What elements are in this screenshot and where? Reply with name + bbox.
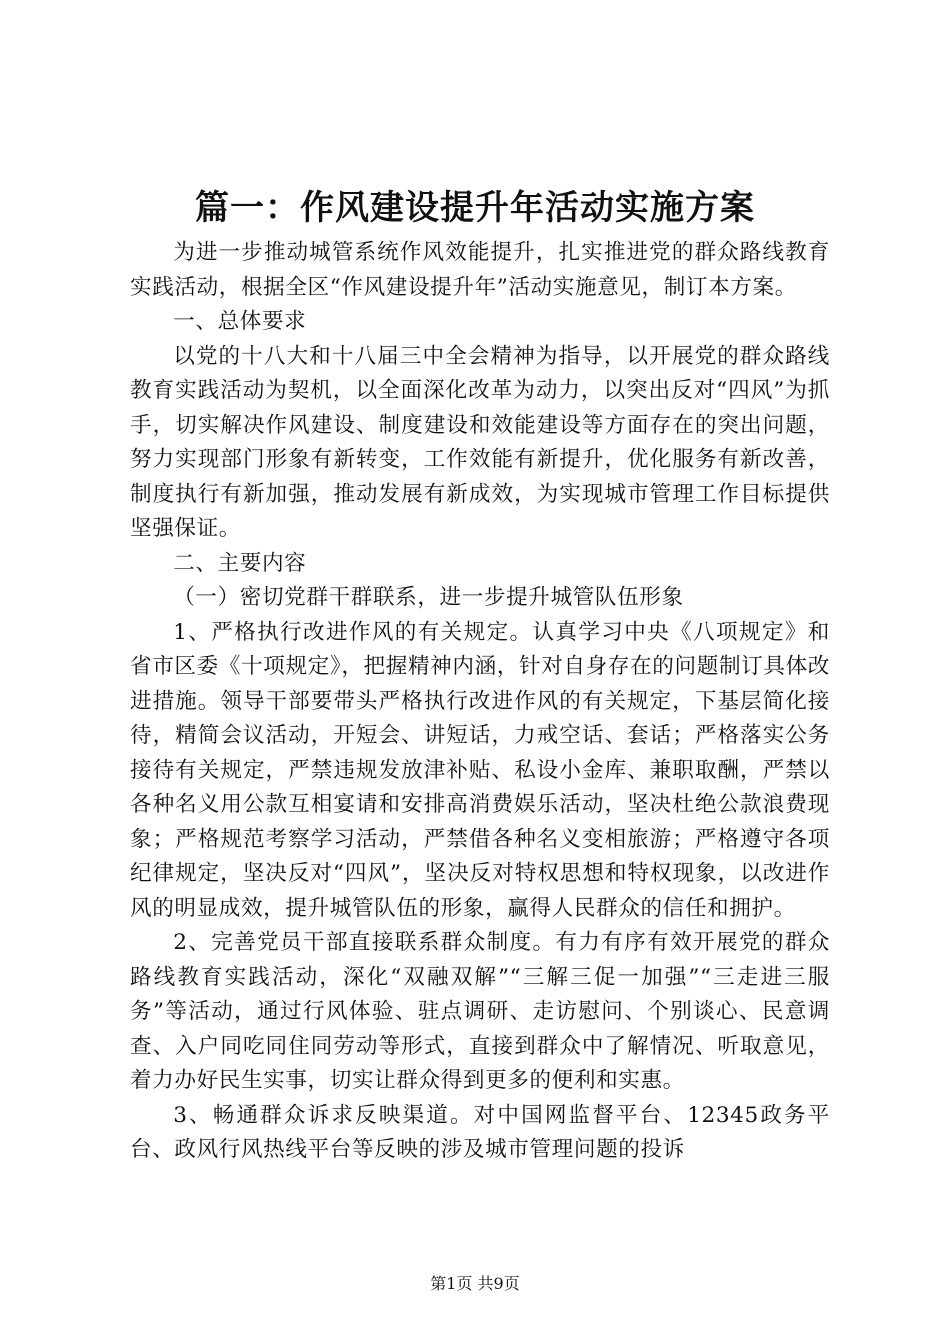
intro-paragraph: 为进一步推动城管系统作风效能提升，扎实推进党的群众路线教育实践活动，根据全区“作风建设提升年”活动实施意见，制订本方案。	[130, 240, 830, 300]
document-title: 篇一：作风建设提升年活动实施方案	[195, 188, 755, 228]
item-3-paragraph: 3、畅通群众诉求反映渠道。对中国网监督平台、12345政务平台、政风行风热线平台等反映的涉及城市管理问题的投诉	[130, 1102, 830, 1162]
section-heading-general-requirements: 一、总体要求	[173, 309, 307, 334]
item-2-paragraph: 2、完善党员干部直接联系群众制度。有力有序有效开展党的群众路线教育实践活动，深化“双融双解”“三解三促一加强”“三走进三服务”等活动，通过行风体验、驻点调研、走访慰问、个别谈心、民意调查、入户同吃同住同劳动等形式，直接到群众中了解情况、听取意见，着力办好民生实事，切实让群众得到更多的便利和实惠。	[130, 930, 830, 1093]
general-requirements-paragraph: 以党的十八大和十八届三中全会精神为指导，以开展党的群众路线教育实践活动为契机，以全面深化改革为动力，以突出反对“四风”为抓手，切实解决作风建设、制度建设和效能建设等方面存在的突出问题，努力实现部门形象有新转变，工作效能有新提升，优化服务有新改善，制度执行有新加强，推动发展有新成效，为实现城市管理工作目标提供坚强保证。	[130, 343, 830, 541]
document-body	[130, 236, 830, 1168]
page-number-footer: 第1页 共9页	[430, 1274, 520, 1293]
item-1-paragraph: 1、严格执行改进作风的有关规定。认真学习中央《八项规定》和省市区委《十项规定》，把握精神内涵，针对自身存在的问题制订具体改进措施。领导干部要带头严格执行改进作风的有关规定，下基层简化接待，精简会议活动，开短会、讲短话，力戒空话、套话；严格落实公务接待有关规定，严禁违规发放津补贴、私设小金库、兼职取酬，严禁以各种名义用公款互相宴请和安排高消费娱乐活动，坚决杜绝公款浪费现象；严格规范考察学习活动，严禁借各种名义变相旅游；严格遵守各项纪律规定，坚决反对“四风”，坚决反对特权思想和特权现象，以改进作风的明显成效，提升城管队伍的形象，赢得人民群众的信任和拥护。	[130, 619, 830, 921]
subsection-heading-1: （一）密切党群干群联系，进一步提升城管队伍形象	[173, 585, 684, 610]
section-heading-main-content: 二、主要内容	[173, 550, 307, 576]
